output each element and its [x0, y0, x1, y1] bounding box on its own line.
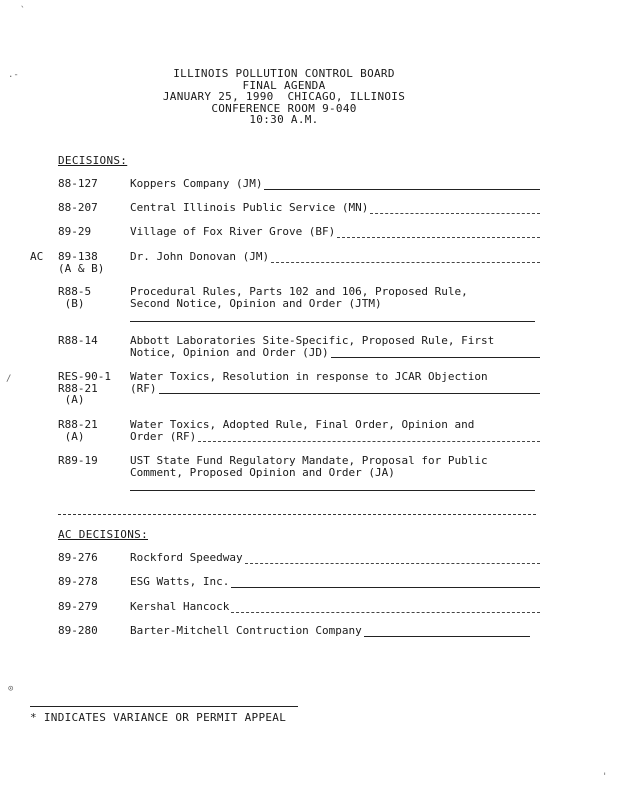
signature-line — [337, 228, 540, 238]
docket-number: RES-90-1 R88-21 (A) — [58, 370, 111, 406]
footnote: * INDICATES VARIANCE OR PERMIT APPEAL — [30, 711, 287, 724]
scan-speck: .- — [8, 70, 19, 80]
footnote-rule — [30, 706, 298, 707]
docket-number: R88-5 (B) — [58, 285, 92, 310]
item-description: Comment, Proposed Opinion and Order (JA) — [130, 465, 395, 479]
docket-number: 89-276 — [58, 551, 98, 564]
docket-number: 89-278 — [58, 575, 98, 588]
item-description: Procedural Rules, Parts 102 and 106, Proposed Rule, — [130, 285, 468, 298]
ac-decisions-heading: AC DECISIONS: — [58, 528, 148, 541]
item-description: Rockford Speedway — [130, 551, 243, 564]
scan-speck: / — [6, 374, 12, 384]
item-description: UST State Fund Regulatory Mandate, Proposal for Public — [130, 454, 488, 467]
signature-line — [198, 432, 540, 442]
board-title: ILLINOIS POLLUTION CONTROL BOARD — [173, 67, 395, 80]
docket-number: R89-19 — [58, 454, 98, 467]
docket-number: R88-21 (A) — [58, 418, 98, 443]
item-description: (RF) — [130, 381, 157, 395]
signature-line — [370, 204, 540, 214]
signature-line — [130, 478, 535, 491]
ac-marker: AC — [30, 250, 44, 263]
docket-number: 88-207 — [58, 201, 98, 214]
item-description: Central Illinois Public Service (MN) — [130, 201, 369, 214]
docket-number: 88-127 — [58, 177, 98, 190]
agenda-header — [0, 68, 568, 126]
agenda-title: FINAL AGENDA — [242, 78, 326, 92]
signature-line — [271, 253, 540, 263]
meeting-date-location: JANUARY 25, 1990 CHICAGO, ILLINOIS — [162, 90, 406, 103]
docket-number: 89-280 — [58, 624, 98, 637]
docket-number: R88-14 — [58, 334, 98, 347]
scan-speck: ` — [20, 6, 26, 16]
item-description: ESG Watts, Inc. — [130, 575, 230, 588]
item-description: Koppers Company (JM) — [130, 177, 263, 190]
item-description: Order (RF) — [130, 429, 197, 443]
signature-line — [159, 384, 541, 394]
scan-speck: ' — [602, 772, 608, 782]
section-divider — [58, 514, 536, 515]
item-description: Second Notice, Opinion and Order (JTM) — [130, 296, 382, 310]
docket-number: 89-279 — [58, 600, 98, 613]
scan-speck: ⊙ — [8, 684, 14, 694]
signature-line — [245, 554, 540, 564]
item-description: Water Toxics, Adopted Rule, Final Order, Opinion and — [130, 418, 475, 431]
docket-number: 89-29 — [58, 225, 92, 238]
item-description: Abbott Laboratories Site-Specific, Proposed Rule, First — [130, 334, 495, 347]
item-description: Village of Fox River Grove (BF) — [130, 225, 336, 238]
item-description: Notice, Opinion and Order (JD) — [130, 345, 329, 359]
signature-line — [231, 578, 540, 588]
signature-line — [331, 348, 540, 358]
meeting-room: CONFERENCE ROOM 9-040 — [211, 101, 357, 115]
meeting-time: 10:30 A.M. — [249, 113, 319, 126]
signature-line — [364, 627, 530, 637]
signature-line — [231, 603, 540, 613]
item-description: Dr. John Donovan (JM) — [130, 250, 270, 263]
item-description: Water Toxics, Resolution in response to JCAR Objection — [130, 370, 488, 383]
decisions-heading: DECISIONS: — [58, 154, 128, 167]
item-description: Barter-Mitchell Contruction Company — [130, 624, 362, 637]
item-description: Kershal Hancock — [130, 600, 230, 613]
docket-number: 89-138 (A & B) — [58, 250, 105, 275]
signature-line — [264, 180, 540, 190]
signature-line — [130, 309, 535, 322]
